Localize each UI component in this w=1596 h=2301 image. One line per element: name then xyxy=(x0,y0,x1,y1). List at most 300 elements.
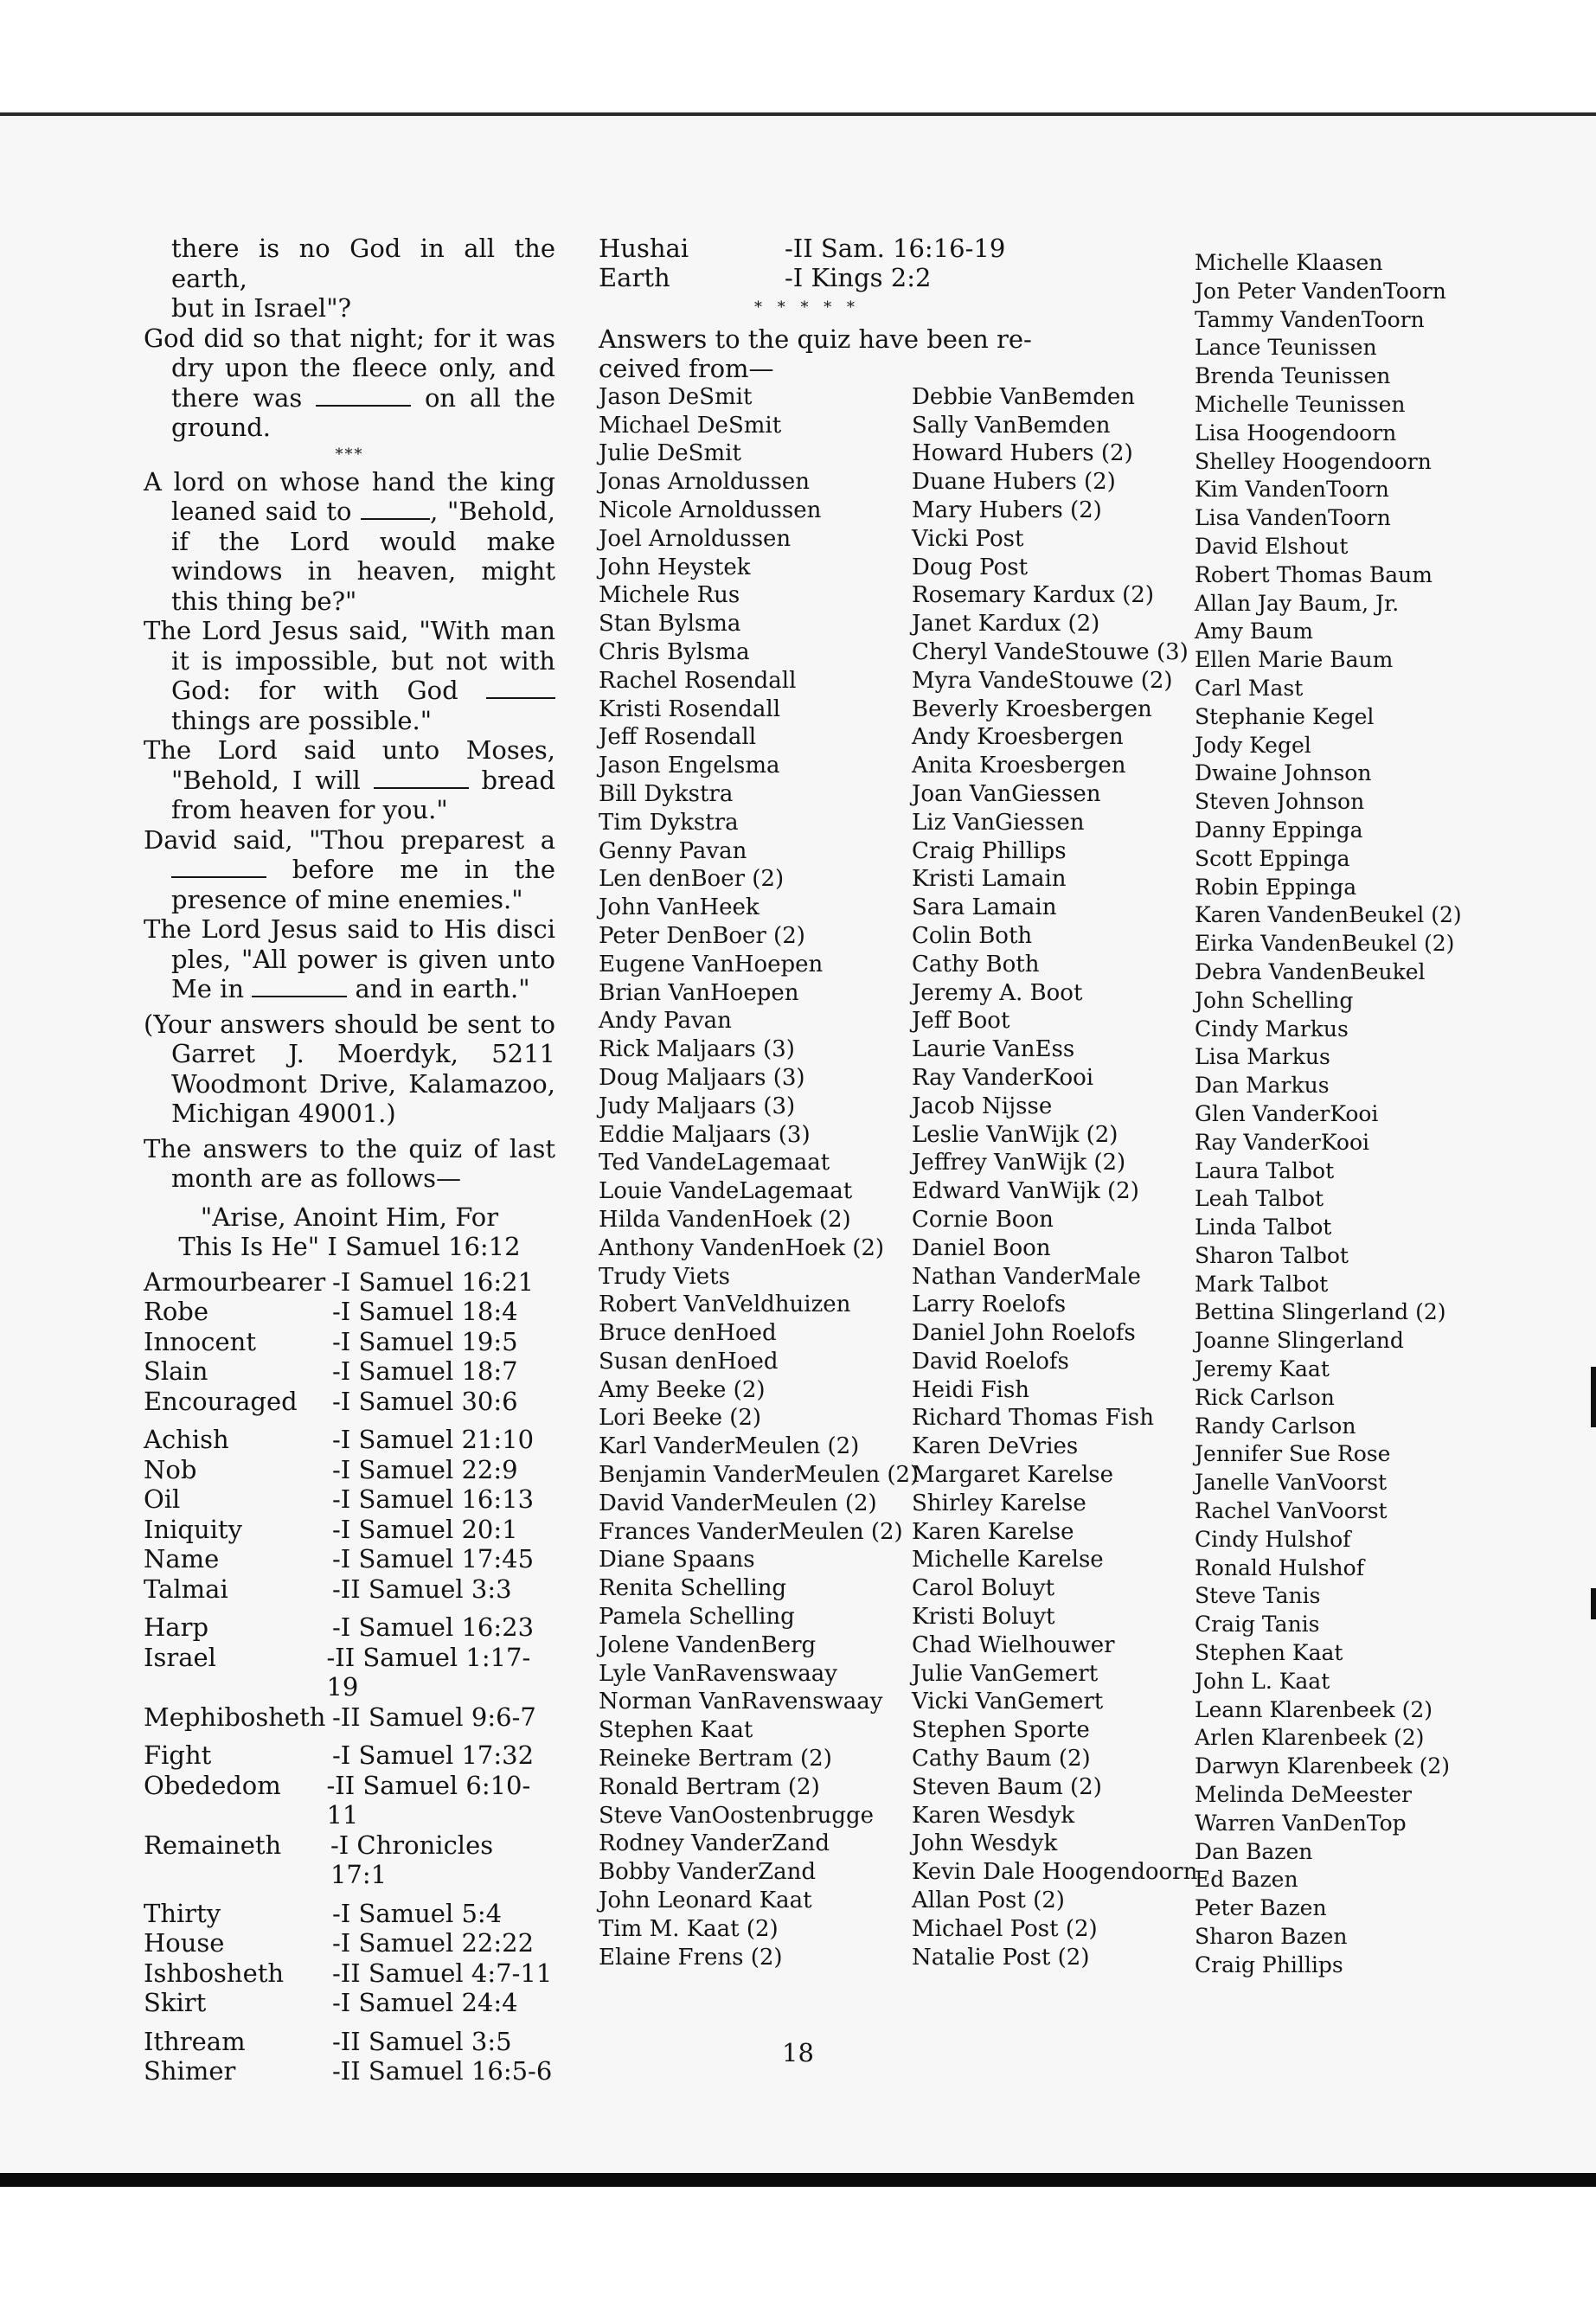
responder-name: Brian VanHoepen xyxy=(599,979,799,1006)
responder-name: Lisa Hoogendoorn xyxy=(1195,420,1397,445)
responder-name: Dan Bazen xyxy=(1195,1838,1313,1864)
responder-name: Jason DeSmit xyxy=(599,383,753,410)
responder-name: Edward VanWijk (2) xyxy=(912,1178,1139,1205)
responder-name: Kristi Lamain xyxy=(912,866,1067,893)
responder-name: Stan Bylsma xyxy=(599,611,741,638)
answer-word: Earth xyxy=(599,263,670,292)
responder-name: Amy Beeke (2) xyxy=(599,1376,766,1403)
responder-name: Renita Schelling xyxy=(599,1575,787,1602)
responder-name: Stephen Sporte xyxy=(912,1717,1090,1744)
responder-name: Andy Kroesbergen xyxy=(912,724,1124,751)
responder-name: Margaret Karelse xyxy=(912,1462,1114,1489)
answer-group xyxy=(144,1899,555,2018)
responder-name: Susan denHoed xyxy=(599,1348,779,1375)
responder-name: Jennifer Sue Rose xyxy=(1195,1441,1391,1467)
column-responders-continued xyxy=(1195,249,1575,1980)
answer-row xyxy=(144,1740,555,1771)
responder-name: Frances VanderMeulen (2) xyxy=(599,1518,903,1545)
responder-name: Len denBoer (2) xyxy=(599,866,785,893)
responder-name: Lisa Markus xyxy=(1195,1044,1330,1070)
responder-name: Bettina Slingerland (2) xyxy=(1195,1299,1446,1325)
responder-name: John L. Kaat xyxy=(1195,1668,1330,1694)
responder-name: David VanderMeulen (2) xyxy=(599,1490,877,1516)
responder-name: Rosemary Kardux (2) xyxy=(912,582,1154,609)
answer-word: Harp xyxy=(144,1612,209,1642)
answer-blank xyxy=(252,977,347,997)
responder-name: Tammy VandenToorn xyxy=(1195,306,1425,332)
scan-bottom-border xyxy=(0,2173,1596,2187)
responder-name: Rachel VanVoorst xyxy=(1195,1498,1388,1524)
answer-reference: -I Samuel 30:6 xyxy=(332,1386,518,1416)
intro-line: there is no God in all the earth, xyxy=(171,234,555,293)
answer-word: Encouraged xyxy=(144,1386,298,1416)
responder-name: Debbie VanBemden xyxy=(912,383,1136,410)
responder-name: Steve VanOostenbrugge xyxy=(599,1802,875,1829)
responder-name: Julie DeSmit xyxy=(599,440,741,467)
responder-name: Karen DeVries xyxy=(912,1433,1079,1460)
responder-name: Joan VanGiessen xyxy=(912,780,1101,807)
responder-name: Benjamin VanderMeulen (2) xyxy=(599,1462,920,1489)
responder-name: Peter DenBoer (2) xyxy=(599,922,805,949)
answer-reference: -I Samuel 24:4 xyxy=(332,1988,518,2017)
answer-row xyxy=(144,1899,555,1929)
responder-name: Amy Baum xyxy=(1195,619,1313,644)
responder-name: Jolene VandenBerg xyxy=(599,1631,817,1658)
answer-word: Ishbosheth xyxy=(144,1958,285,1988)
responder-name: Dwaine Johnson xyxy=(1195,760,1372,786)
responder-name: Joanne Slingerland xyxy=(1195,1328,1404,1354)
responder-name: Anita Kroesbergen xyxy=(912,753,1126,779)
responder-name: Lance Teunissen xyxy=(1195,335,1377,361)
responder-name: Kristi Boluyt xyxy=(912,1604,1055,1631)
responder-name: Karl VanderMeulen (2) xyxy=(599,1433,860,1460)
question-text: , "Behold, if the Lord would make windows in heaven, might this thing be?" xyxy=(171,497,555,616)
responder-name: Jeffrey VanWijk (2) xyxy=(912,1150,1126,1176)
section-divider: * * * * * xyxy=(754,298,860,317)
responder-name: Tim M. Kaat (2) xyxy=(599,1915,779,1942)
responder-name: Nicole Arnoldussen xyxy=(599,497,822,523)
answer-reference: -I Samuel 16:23 xyxy=(332,1612,535,1642)
name-column xyxy=(912,383,1197,1972)
answer-row xyxy=(599,263,1195,292)
responder-name: Debra VandenBeukel xyxy=(1195,958,1426,984)
responder-name: Jason Engelsma xyxy=(599,753,780,779)
responder-name: Andy Pavan xyxy=(599,1008,732,1035)
answer-row xyxy=(144,1544,555,1574)
responder-name: Laura Talbot xyxy=(1195,1157,1335,1183)
answer-word: Achish xyxy=(144,1425,229,1454)
responder-name: Eugene VanHoepen xyxy=(599,951,824,977)
responder-name: Stephen Kaat xyxy=(1195,1640,1343,1666)
responder-name: John Wesdyk xyxy=(912,1830,1058,1857)
responder-name: Jeff Boot xyxy=(912,1008,1010,1035)
responder-name: Rachel Rosendall xyxy=(599,667,797,694)
answer-group xyxy=(144,1267,555,1417)
responder-name: Jeremy A. Boot xyxy=(912,979,1083,1006)
responder-name: Heidi Fish xyxy=(912,1376,1030,1403)
received-line: Answers to the quiz have been re- xyxy=(599,324,1032,354)
responder-name: Trudy Viets xyxy=(599,1263,730,1290)
responder-name: Stephanie Kegel xyxy=(1195,703,1375,729)
responder-name: Leann Klarenbeek (2) xyxy=(1195,1696,1433,1722)
answer-row xyxy=(599,234,1195,263)
responder-name: John Heystek xyxy=(599,554,751,580)
answer-word: Talmai xyxy=(144,1574,228,1604)
responder-name: Arlen Klarenbeek (2) xyxy=(1195,1725,1425,1751)
answer-reference: -I Samuel 22:9 xyxy=(332,1454,518,1484)
answer-word: Name xyxy=(144,1544,220,1574)
answer-group xyxy=(144,1740,555,1890)
name-column xyxy=(599,383,920,1972)
responder-name: Jeff Rosendall xyxy=(599,724,757,751)
answer-row xyxy=(144,1356,555,1387)
answer-blank xyxy=(361,499,430,520)
responder-name: Kim VandenToorn xyxy=(1195,477,1389,503)
answer-row xyxy=(144,1297,555,1327)
answer-reference: -I Samuel 17:45 xyxy=(332,1544,535,1574)
answer-reference: -II Samuel 1:17-19 xyxy=(326,1642,531,1702)
question-text: David said, "Thou preparest a xyxy=(144,824,555,855)
question-text: bread from heaven for you." xyxy=(171,765,555,824)
question-david xyxy=(144,825,555,915)
responder-name: Randy Carlson xyxy=(1195,1413,1356,1439)
answer-row xyxy=(144,1702,555,1733)
responder-name: Jacob Nijsse xyxy=(912,1093,1053,1119)
responder-name: Warren VanDenTop xyxy=(1195,1810,1407,1836)
scan-edge-mark xyxy=(1591,1588,1596,1619)
remaining-answers xyxy=(599,234,1195,292)
responder-name: Craig Phillips xyxy=(912,837,1067,864)
responder-name: Beverly Kroesbergen xyxy=(912,695,1152,722)
quiz-title xyxy=(144,1202,555,1262)
answer-word: Thirty xyxy=(144,1898,221,1928)
responder-name: Rick Maljaars (3) xyxy=(599,1036,795,1063)
responder-name: Dan Markus xyxy=(1195,1073,1330,1099)
responder-name: Michelle Teunissen xyxy=(1195,391,1406,417)
question-text: and in earth." xyxy=(355,974,530,1003)
responder-name: Cindy Hulshof xyxy=(1195,1526,1351,1552)
answer-reference: -I Samuel 16:13 xyxy=(332,1484,535,1514)
answer-word: Armourbearer xyxy=(144,1266,326,1297)
responder-name: Tim Dykstra xyxy=(599,809,739,836)
responder-name: Chris Bylsma xyxy=(599,638,750,665)
responder-name: Anthony VandenHoek (2) xyxy=(599,1234,885,1261)
responder-name: Nathan VanderMale xyxy=(912,1263,1141,1290)
responder-name: David Elshout xyxy=(1195,533,1349,559)
responder-name: Vicki Post xyxy=(912,525,1024,552)
responder-name: Genny Pavan xyxy=(599,837,747,864)
responder-name: Larry Roelofs xyxy=(912,1292,1067,1318)
question-lord xyxy=(144,467,555,617)
answer-word: Robe xyxy=(144,1297,209,1326)
answer-row xyxy=(144,1771,555,1830)
question-text: The Lord said unto Moses, "Behold, I will xyxy=(144,735,555,795)
responder-name: Ray VanderKooi xyxy=(1195,1129,1369,1155)
answer-reference: -I Samuel 16:21 xyxy=(332,1266,535,1297)
responder-name: Sara Lamain xyxy=(912,894,1057,921)
responder-name: Mary Hubers (2) xyxy=(912,497,1102,523)
name-grid xyxy=(599,383,1198,1972)
responder-name: Louie VandeLagemaat xyxy=(599,1178,853,1205)
responder-name: Colin Both xyxy=(912,922,1033,949)
answer-word: House xyxy=(144,1928,225,1958)
responder-name: Norman VanRavenswaay xyxy=(599,1689,883,1715)
answer-row xyxy=(144,1455,555,1485)
answers-intro: The answers to the quiz of last month are as follows— xyxy=(144,1133,555,1193)
responder-name: Jonas Arnoldussen xyxy=(599,469,811,496)
responder-name: David Roelofs xyxy=(912,1348,1069,1375)
answer-word: Obededom xyxy=(144,1770,281,1800)
responder-name: Cindy Markus xyxy=(1195,1016,1349,1042)
responder-name: Richard Thomas Fish xyxy=(912,1405,1154,1432)
responder-name: Scott Eppinga xyxy=(1195,845,1350,871)
responder-name: Doug Maljaars (3) xyxy=(599,1064,805,1091)
responder-name: Pamela Schelling xyxy=(599,1604,795,1631)
responder-name: Michelle Klaasen xyxy=(1195,250,1383,275)
responder-name: Chad Wielhouwer xyxy=(912,1631,1115,1658)
question-text: before me in the presence of mine enemies." xyxy=(171,855,555,914)
responder-name: Liz VanGiessen xyxy=(912,809,1085,836)
responder-name: Bruce denHoed xyxy=(599,1320,777,1347)
answer-reference: -II Samuel 16:5-6 xyxy=(332,2056,553,2086)
responder-name: Myra VandeStouwe (2) xyxy=(912,667,1173,694)
responder-name: Michelle Karelse xyxy=(912,1547,1104,1574)
answer-row xyxy=(144,1387,555,1417)
responder-name: Michele Rus xyxy=(599,582,740,609)
responder-name: John Schelling xyxy=(1195,987,1354,1013)
question-text: The Lord Jesus said, "With man it is impossible, but not with God: for with God xyxy=(144,616,555,705)
responder-name: Leah Talbot xyxy=(1195,1186,1324,1212)
intro-line: but in Israel"? xyxy=(171,293,352,323)
answer-row xyxy=(144,1267,555,1298)
responder-name: Cathy Baum (2) xyxy=(912,1746,1091,1772)
answer-group xyxy=(144,1425,555,1604)
answer-reference: -II Samuel 3:3 xyxy=(332,1574,512,1604)
responder-name: Bill Dykstra xyxy=(599,780,734,807)
responder-name: Cheryl VandeStouwe (3) xyxy=(912,638,1189,665)
answer-word: Ithream xyxy=(144,2026,246,2056)
send-instructions: (Your answers should be sent to Garret J. Moerdyk, 5211 Woodmont Drive, Kalamazoo, Michigan 49001.) xyxy=(144,1009,555,1128)
answer-word: Fight xyxy=(144,1740,212,1770)
responder-name: Ellen Marie Baum xyxy=(1195,647,1394,673)
responder-name: Shelley Hoogendoorn xyxy=(1195,448,1432,474)
responder-name: Steven Baum (2) xyxy=(912,1773,1102,1800)
responder-name: Robert Thomas Baum xyxy=(1195,561,1433,587)
scan-edge-mark xyxy=(1591,1367,1596,1427)
responder-name: Robin Eppinga xyxy=(1195,874,1357,900)
answer-reference: -I Samuel 18:4 xyxy=(332,1297,518,1326)
responder-name: Laurie VanEss xyxy=(912,1036,1075,1063)
responder-name: Janet Kardux (2) xyxy=(912,611,1100,638)
answer-word: Mephibosheth xyxy=(144,1702,326,1732)
responder-name: Lyle VanRavenswaay xyxy=(599,1660,837,1687)
question-power xyxy=(144,914,555,1004)
responder-name: Rodney VanderZand xyxy=(599,1830,830,1857)
answer-reference: -I Samuel 20:1 xyxy=(332,1514,518,1544)
answer-row xyxy=(144,1988,555,2018)
responder-name: Natalie Post (2) xyxy=(912,1944,1090,1971)
answer-word: Skirt xyxy=(144,1988,207,2017)
responder-name: Mark Talbot xyxy=(1195,1271,1329,1297)
responder-name: Ronald Hulshof xyxy=(1195,1554,1364,1580)
responder-name: Rick Carlson xyxy=(1195,1384,1335,1410)
responder-name: Cornie Boon xyxy=(912,1206,1054,1233)
responder-name: Ronald Bertram (2) xyxy=(599,1773,820,1800)
question-text: The Lord Jesus said to His disci ples, "All power is given unto Me in xyxy=(144,914,555,1003)
responder-name: Sharon Bazen xyxy=(1195,1924,1348,1950)
scan-bottom-margin xyxy=(0,2187,1596,2301)
answer-word: Innocent xyxy=(144,1326,257,1356)
responder-name: Steven Johnson xyxy=(1195,789,1365,815)
question-text: God did so that night; for it was dry upon the fleece only, and there was xyxy=(144,323,555,413)
responder-name: Elaine Frens (2) xyxy=(599,1944,783,1971)
quiz-title-line: "Arise, Anoint Him, For xyxy=(200,1202,499,1232)
answer-reference: -II Samuel 4:7-11 xyxy=(332,1958,553,1988)
answer-reference: -II Samuel 6:10-11 xyxy=(326,1770,531,1830)
answer-reference: -II Samuel 9:6-7 xyxy=(332,1702,536,1732)
answer-row xyxy=(144,1515,555,1545)
responder-name: Carl Mast xyxy=(1195,675,1304,701)
answer-reference: -I Kings 2:2 xyxy=(785,263,932,292)
responder-name: Darwyn Klarenbeek (2) xyxy=(1195,1753,1450,1779)
question-text: on all the ground. xyxy=(171,382,556,442)
answer-reference: -I Samuel 5:4 xyxy=(332,1898,503,1928)
responder-name: Jody Kegel xyxy=(1195,732,1311,758)
responder-name: Eirka VandenBeukel (2) xyxy=(1195,931,1455,957)
answer-row xyxy=(144,1425,555,1455)
responder-name: Steve Tanis xyxy=(1195,1583,1321,1609)
responder-name: Craig Tanis xyxy=(1195,1612,1320,1638)
responder-name: Brenda Teunissen xyxy=(1195,363,1391,389)
responder-name: Karen Wesdyk xyxy=(912,1802,1075,1829)
responder-name: Kristi Rosendall xyxy=(599,695,781,722)
responder-name: Ray VanderKooi xyxy=(912,1064,1094,1091)
responder-name: Karen VandenBeukel (2) xyxy=(1195,902,1462,928)
scan-top-margin xyxy=(0,0,1596,114)
responder-name: Danny Eppinga xyxy=(1195,817,1363,843)
responder-name: Michael Post (2) xyxy=(912,1915,1098,1942)
answer-reference: -I Samuel 19:5 xyxy=(332,1326,518,1356)
responder-name: Julie VanGemert xyxy=(912,1660,1099,1687)
responder-name: Shirley Karelse xyxy=(912,1490,1086,1516)
answer-blank xyxy=(171,857,266,878)
column-responders xyxy=(599,234,1198,1971)
responder-name: Peter Bazen xyxy=(1195,1895,1327,1921)
answer-row xyxy=(144,1327,555,1357)
answer-row xyxy=(144,1574,555,1605)
answer-reference: -I Samuel 18:7 xyxy=(332,1356,518,1386)
column-quiz-questions xyxy=(144,234,555,2095)
responder-name: Eddie Maljaars (3) xyxy=(599,1121,811,1148)
answer-row xyxy=(144,1643,555,1702)
answer-reference: -I Chronicles 17:1 xyxy=(330,1830,494,1889)
answer-reference: -I Samuel 21:10 xyxy=(332,1425,535,1454)
responder-name: Sally VanBemden xyxy=(912,412,1111,439)
responder-name: Allan Jay Baum, Jr. xyxy=(1195,590,1400,616)
responder-name: Robert VanVeldhuizen xyxy=(599,1292,851,1318)
answer-word: Iniquity xyxy=(144,1514,242,1544)
responder-name: Jon Peter VandenToorn xyxy=(1195,278,1446,304)
responder-name: Doug Post xyxy=(912,554,1029,580)
answer-word: Israel xyxy=(144,1642,216,1672)
responder-name: Leslie VanWijk (2) xyxy=(912,1121,1118,1148)
responder-name: Glen VanderKooi xyxy=(1195,1100,1379,1126)
quiz-title-line: This Is He" I Samuel 16:12 xyxy=(178,1232,521,1261)
question-jesus xyxy=(144,616,555,735)
responder-name: Ed Bazen xyxy=(1195,1867,1298,1893)
answer-word: Remaineth xyxy=(144,1830,282,1860)
answer-word: Nob xyxy=(144,1454,197,1484)
responder-name: Kevin Dale Hoogendoorn xyxy=(912,1859,1198,1886)
answer-reference: -II Sam. 16:16-19 xyxy=(785,234,1006,263)
responder-name: Bobby VanderZand xyxy=(599,1859,817,1886)
answer-blank xyxy=(374,768,469,789)
answer-word: Hushai xyxy=(599,234,689,263)
question-fleece xyxy=(144,324,555,443)
page-number: 18 xyxy=(782,2038,814,2067)
responder-name: Melinda DeMeester xyxy=(1195,1782,1412,1808)
answer-word: Shimer xyxy=(144,2056,236,2086)
answer-reference: -II Samuel 3:5 xyxy=(332,2026,512,2056)
responder-name: Ted VandeLagemaat xyxy=(599,1150,830,1176)
responder-name: Diane Spaans xyxy=(599,1547,755,1574)
responder-name: Lori Beeke (2) xyxy=(599,1405,762,1432)
question-text: things are possible." xyxy=(171,705,433,735)
responder-name: Daniel John Roelofs xyxy=(912,1320,1136,1347)
answer-group xyxy=(144,1612,555,1732)
responder-name: Howard Hubers (2) xyxy=(912,440,1133,467)
responder-name: Vicki VanGemert xyxy=(912,1689,1104,1715)
responder-name: Cathy Both xyxy=(912,951,1040,977)
responder-name: Stephen Kaat xyxy=(599,1717,753,1744)
responder-name: Carol Boluyt xyxy=(912,1575,1055,1602)
answer-row xyxy=(144,1830,555,1890)
answer-reference: -I Samuel 17:32 xyxy=(332,1740,535,1770)
received-heading xyxy=(599,324,1195,383)
question-text: A lord on whose hand the king leaned said to xyxy=(144,466,555,526)
answer-row xyxy=(144,1928,555,1958)
answer-word: Slain xyxy=(144,1356,208,1386)
responder-name: John Leonard Kaat xyxy=(599,1888,812,1914)
responder-name: Karen Karelse xyxy=(912,1518,1074,1545)
responder-name: Daniel Boon xyxy=(912,1234,1051,1261)
responder-name: Linda Talbot xyxy=(1195,1215,1332,1240)
responder-name: Lisa VandenToorn xyxy=(1195,505,1391,531)
answer-row xyxy=(144,1958,555,1989)
responder-name: Hilda VandenHoek (2) xyxy=(599,1206,851,1233)
answer-blank xyxy=(316,386,411,407)
received-line: ceived from— xyxy=(599,353,774,383)
responder-name: Duane Hubers (2) xyxy=(912,469,1116,496)
responder-name: Michael DeSmit xyxy=(599,412,782,439)
responder-name: Janelle VanVoorst xyxy=(1195,1470,1388,1496)
responder-name: Craig Phillips xyxy=(1195,1952,1343,1977)
responder-name: Jeremy Kaat xyxy=(1195,1356,1330,1382)
question-moses xyxy=(144,735,555,825)
responder-name: Joel Arnoldussen xyxy=(599,525,792,552)
answer-list xyxy=(144,1267,555,2086)
answer-blank xyxy=(486,678,555,699)
answer-reference: -I Samuel 22:22 xyxy=(332,1928,535,1958)
responder-name: John VanHeek xyxy=(599,894,760,921)
responder-name: Allan Post (2) xyxy=(912,1888,1065,1914)
responder-name: Sharon Talbot xyxy=(1195,1242,1349,1268)
responder-name: Judy Maljaars (3) xyxy=(599,1093,796,1119)
answer-row xyxy=(144,1484,555,1515)
responder-name: Reineke Bertram (2) xyxy=(599,1746,832,1772)
answer-word: Oil xyxy=(144,1484,181,1514)
section-divider: *** xyxy=(335,445,364,464)
